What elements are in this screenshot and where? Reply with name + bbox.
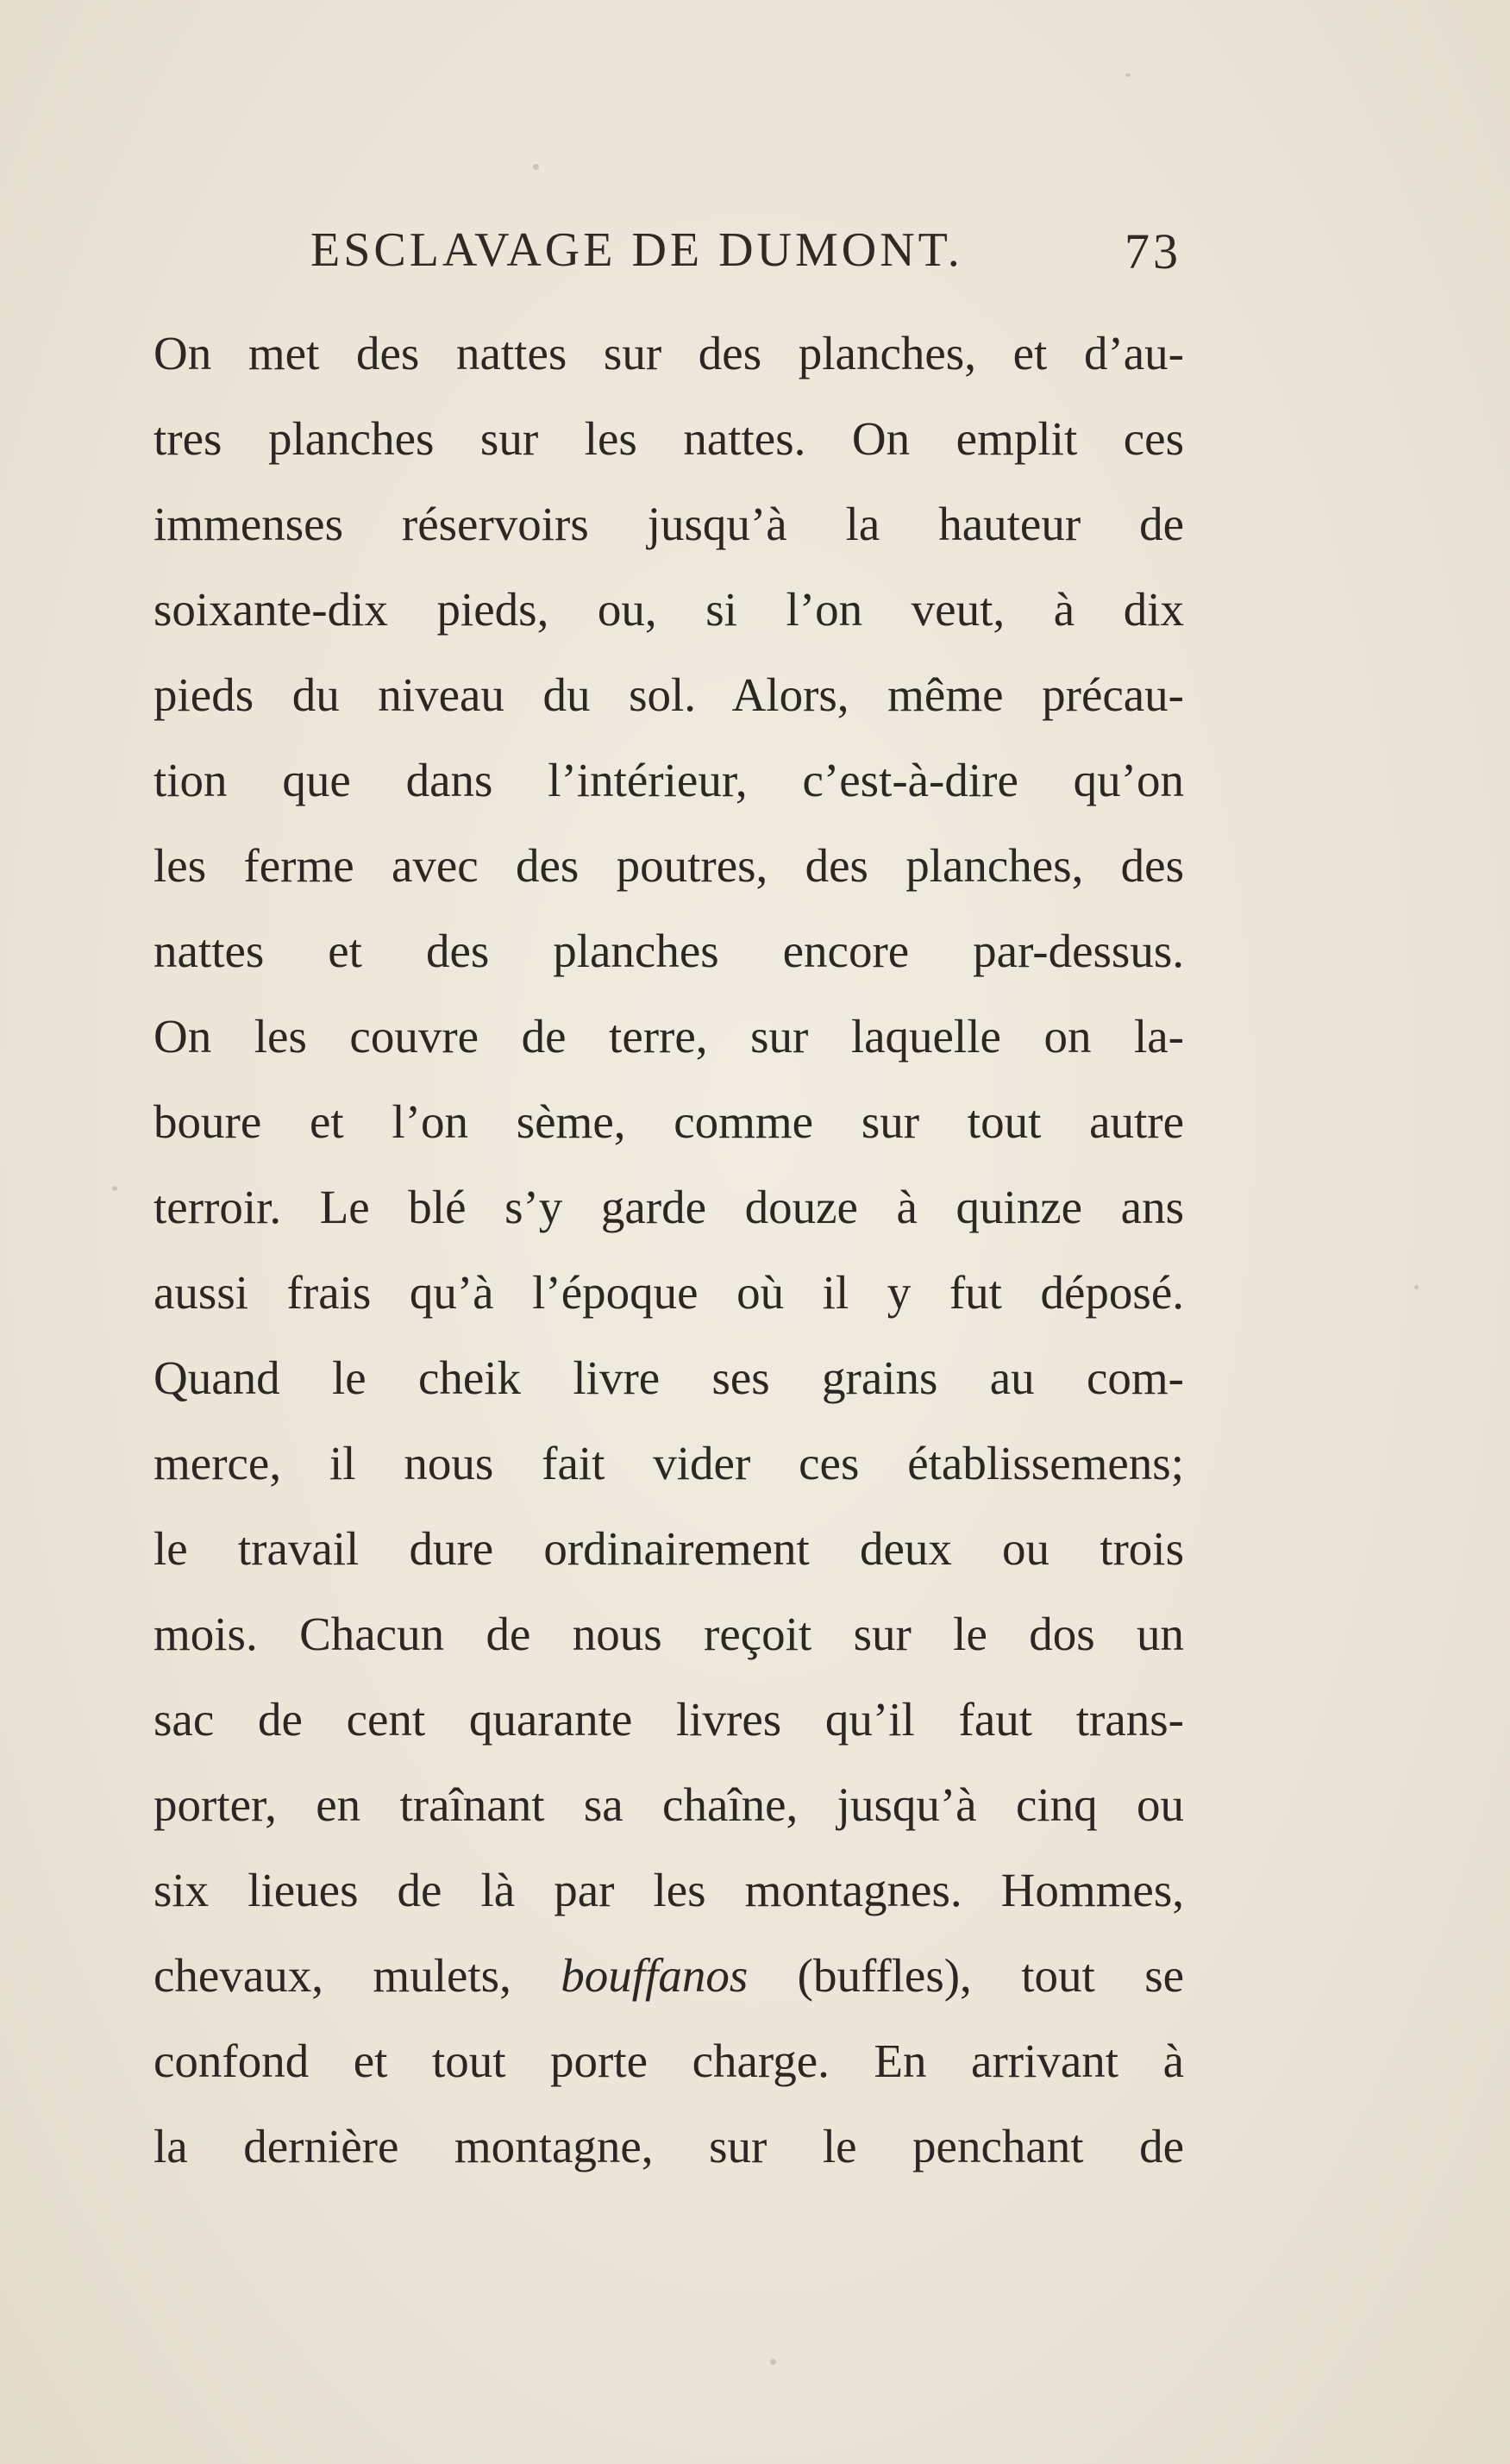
page-number: 73: [1125, 223, 1181, 279]
text-line: soixante-dix pieds, ou, si l’on veut, à dix: [154, 583, 1184, 636]
text-line: immenses réservoirs jusqu’à la hauteur de: [154, 498, 1184, 550]
text-line: On met des nattes sur des planches, et d’au-: [154, 327, 1184, 379]
text-line: nattes et des planches encore par-dessus.: [154, 925, 1184, 977]
line-segment: (buffles), tout se: [797, 1949, 1184, 2002]
body-text: [154, 310, 1184, 2189]
text-line: Quand le cheik livre ses grains au com-: [154, 1351, 1184, 1404]
text-line: terroir. Le blé s’y garde douze à quinze ans: [154, 1181, 1184, 1233]
text-line: mois. Chacun de nous reçoit sur le dos un: [154, 1608, 1184, 1660]
running-title: ESCLAVAGE DE DUMONT.: [310, 223, 963, 277]
text-line: tion que dans l’intérieur, c’est-à-dire qu’on: [154, 754, 1184, 806]
paper-speck: [533, 164, 539, 170]
text-line: les ferme avec des poutres, des planches, des: [154, 839, 1184, 892]
text-line: le travail dure ordinairement deux ou trois: [154, 1522, 1184, 1575]
paper-speck: [1125, 73, 1131, 77]
paper-speck: [112, 1186, 117, 1191]
text-line: pieds du niveau du sol. Alors, même précau-: [154, 668, 1184, 721]
text-line: la dernière montagne, sur le penchant de: [154, 2120, 1184, 2172]
italic-term: bouffanos: [561, 1949, 749, 2002]
running-head: [310, 223, 1181, 292]
text-line: merce, il nous fait vider ces établissemens;: [154, 1437, 1184, 1489]
text-line-with-italic: [154, 1933, 1184, 2018]
text-line: aussi frais qu’à l’époque où il y fut déposé.: [154, 1266, 1184, 1319]
text-line: On les couvre de terre, sur laquelle on la-: [154, 1010, 1184, 1063]
text-line: confond et tout porte charge. En arrivant à: [154, 2035, 1184, 2087]
text-line: sac de cent quarante livres qu’il faut trans-: [154, 1693, 1184, 1746]
text-line: six lieues de là par les montagnes. Hommes,: [154, 1864, 1184, 1916]
line-segment: chevaux, mulets,: [154, 1949, 511, 2002]
paper-speck: [1414, 1285, 1419, 1289]
paper-speck: [770, 2359, 776, 2365]
text-line: tres planches sur les nattes. On emplit ces: [154, 412, 1184, 465]
text-line: boure et l’on sème, comme sur tout autre: [154, 1095, 1184, 1148]
text-line: porter, en traînant sa chaîne, jusqu’à cinq ou: [154, 1778, 1184, 1831]
